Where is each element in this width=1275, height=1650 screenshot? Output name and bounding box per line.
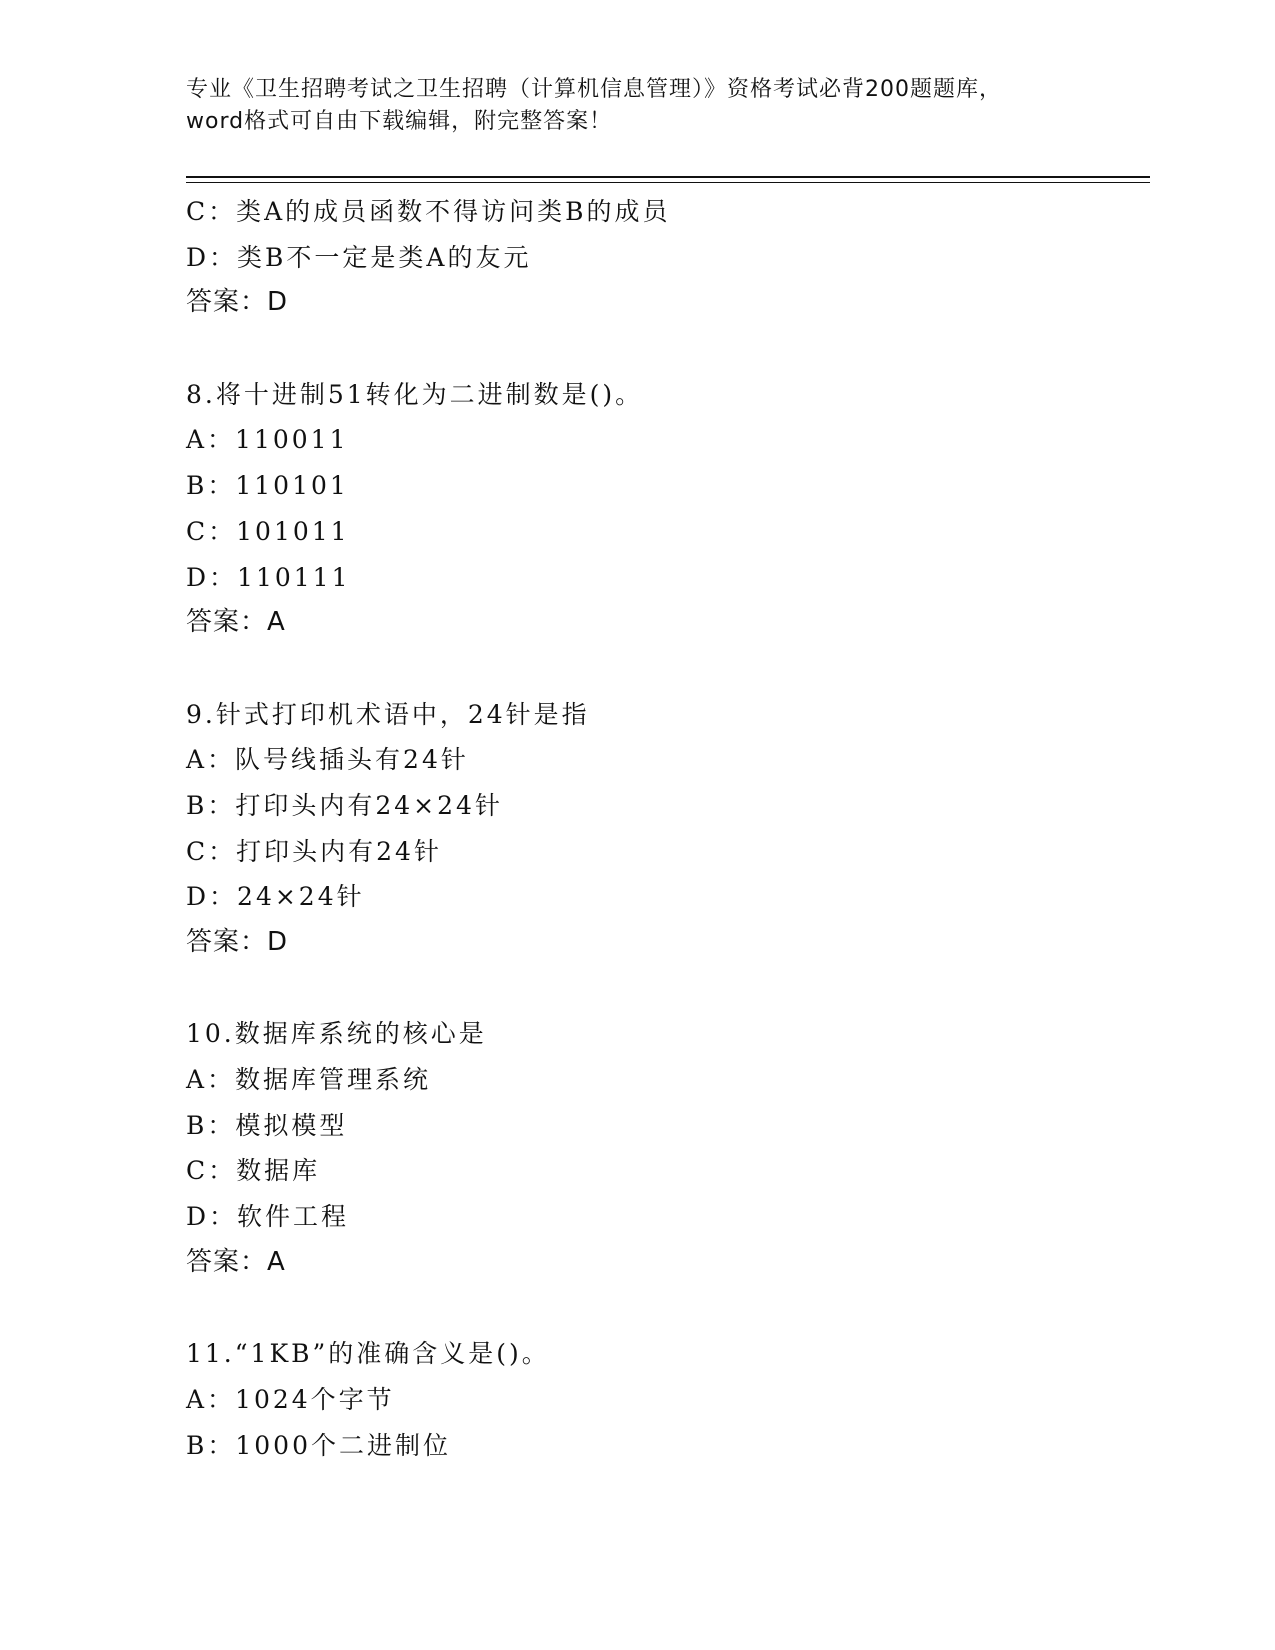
option-d: D：软件工程 bbox=[186, 1202, 350, 1232]
option-b: B：1000个二进制位 bbox=[186, 1430, 451, 1460]
option-b: B：模拟模型 bbox=[186, 1110, 348, 1140]
question-stem: 8.将十进制51转化为二进制数是()。 bbox=[186, 379, 644, 409]
question-stem: 10.数据库系统的核心是 bbox=[186, 1019, 487, 1049]
option-a: A：队号线插头有24针 bbox=[186, 745, 469, 775]
answer-line: 答案：A bbox=[186, 1246, 286, 1277]
option-b: B：打印头内有24×24针 bbox=[186, 790, 503, 820]
document-header bbox=[186, 74, 1086, 138]
header-title-line-2: word格式可自由下载编辑，附完整答案！ bbox=[186, 109, 613, 134]
option-c: C：打印头内有24针 bbox=[186, 836, 442, 866]
option-b: B：110101 bbox=[186, 471, 349, 501]
answer-line: 答案：D bbox=[186, 927, 289, 957]
option-a: A：数据库管理系统 bbox=[186, 1065, 432, 1095]
question-spacer bbox=[186, 326, 1146, 372]
header-title-line-1: 专业《卫生招聘考试之卫生招聘（计算机信息管理）》资格考试必背200题题库， bbox=[186, 77, 1002, 102]
option-a: A：1024个字节 bbox=[186, 1384, 395, 1414]
option-c: C：类A的成员函数不得访问类B的成员 bbox=[186, 197, 671, 226]
question-stem: 9.针式打印机术语中，24针是指 bbox=[186, 699, 590, 729]
option-a: A：110011 bbox=[186, 425, 349, 455]
header-rule-thin bbox=[186, 182, 1150, 183]
question-spacer bbox=[186, 1286, 1146, 1332]
answer-line: 答案：A bbox=[186, 607, 286, 638]
question-list bbox=[186, 189, 1146, 1468]
option-c: C：101011 bbox=[186, 516, 350, 546]
header-rule-thick bbox=[186, 176, 1150, 178]
option-d: D：24×24针 bbox=[186, 882, 365, 912]
option-d: D：类B不一定是类A的友元 bbox=[186, 242, 532, 272]
question-spacer bbox=[186, 646, 1146, 692]
option-d: D：110111 bbox=[186, 562, 351, 592]
question-spacer bbox=[186, 966, 1146, 1012]
option-c: C：数据库 bbox=[186, 1156, 321, 1186]
question-stem: 11.“1KB”的准确含义是()。 bbox=[186, 1339, 550, 1369]
answer-line: 答案：D bbox=[186, 287, 289, 318]
